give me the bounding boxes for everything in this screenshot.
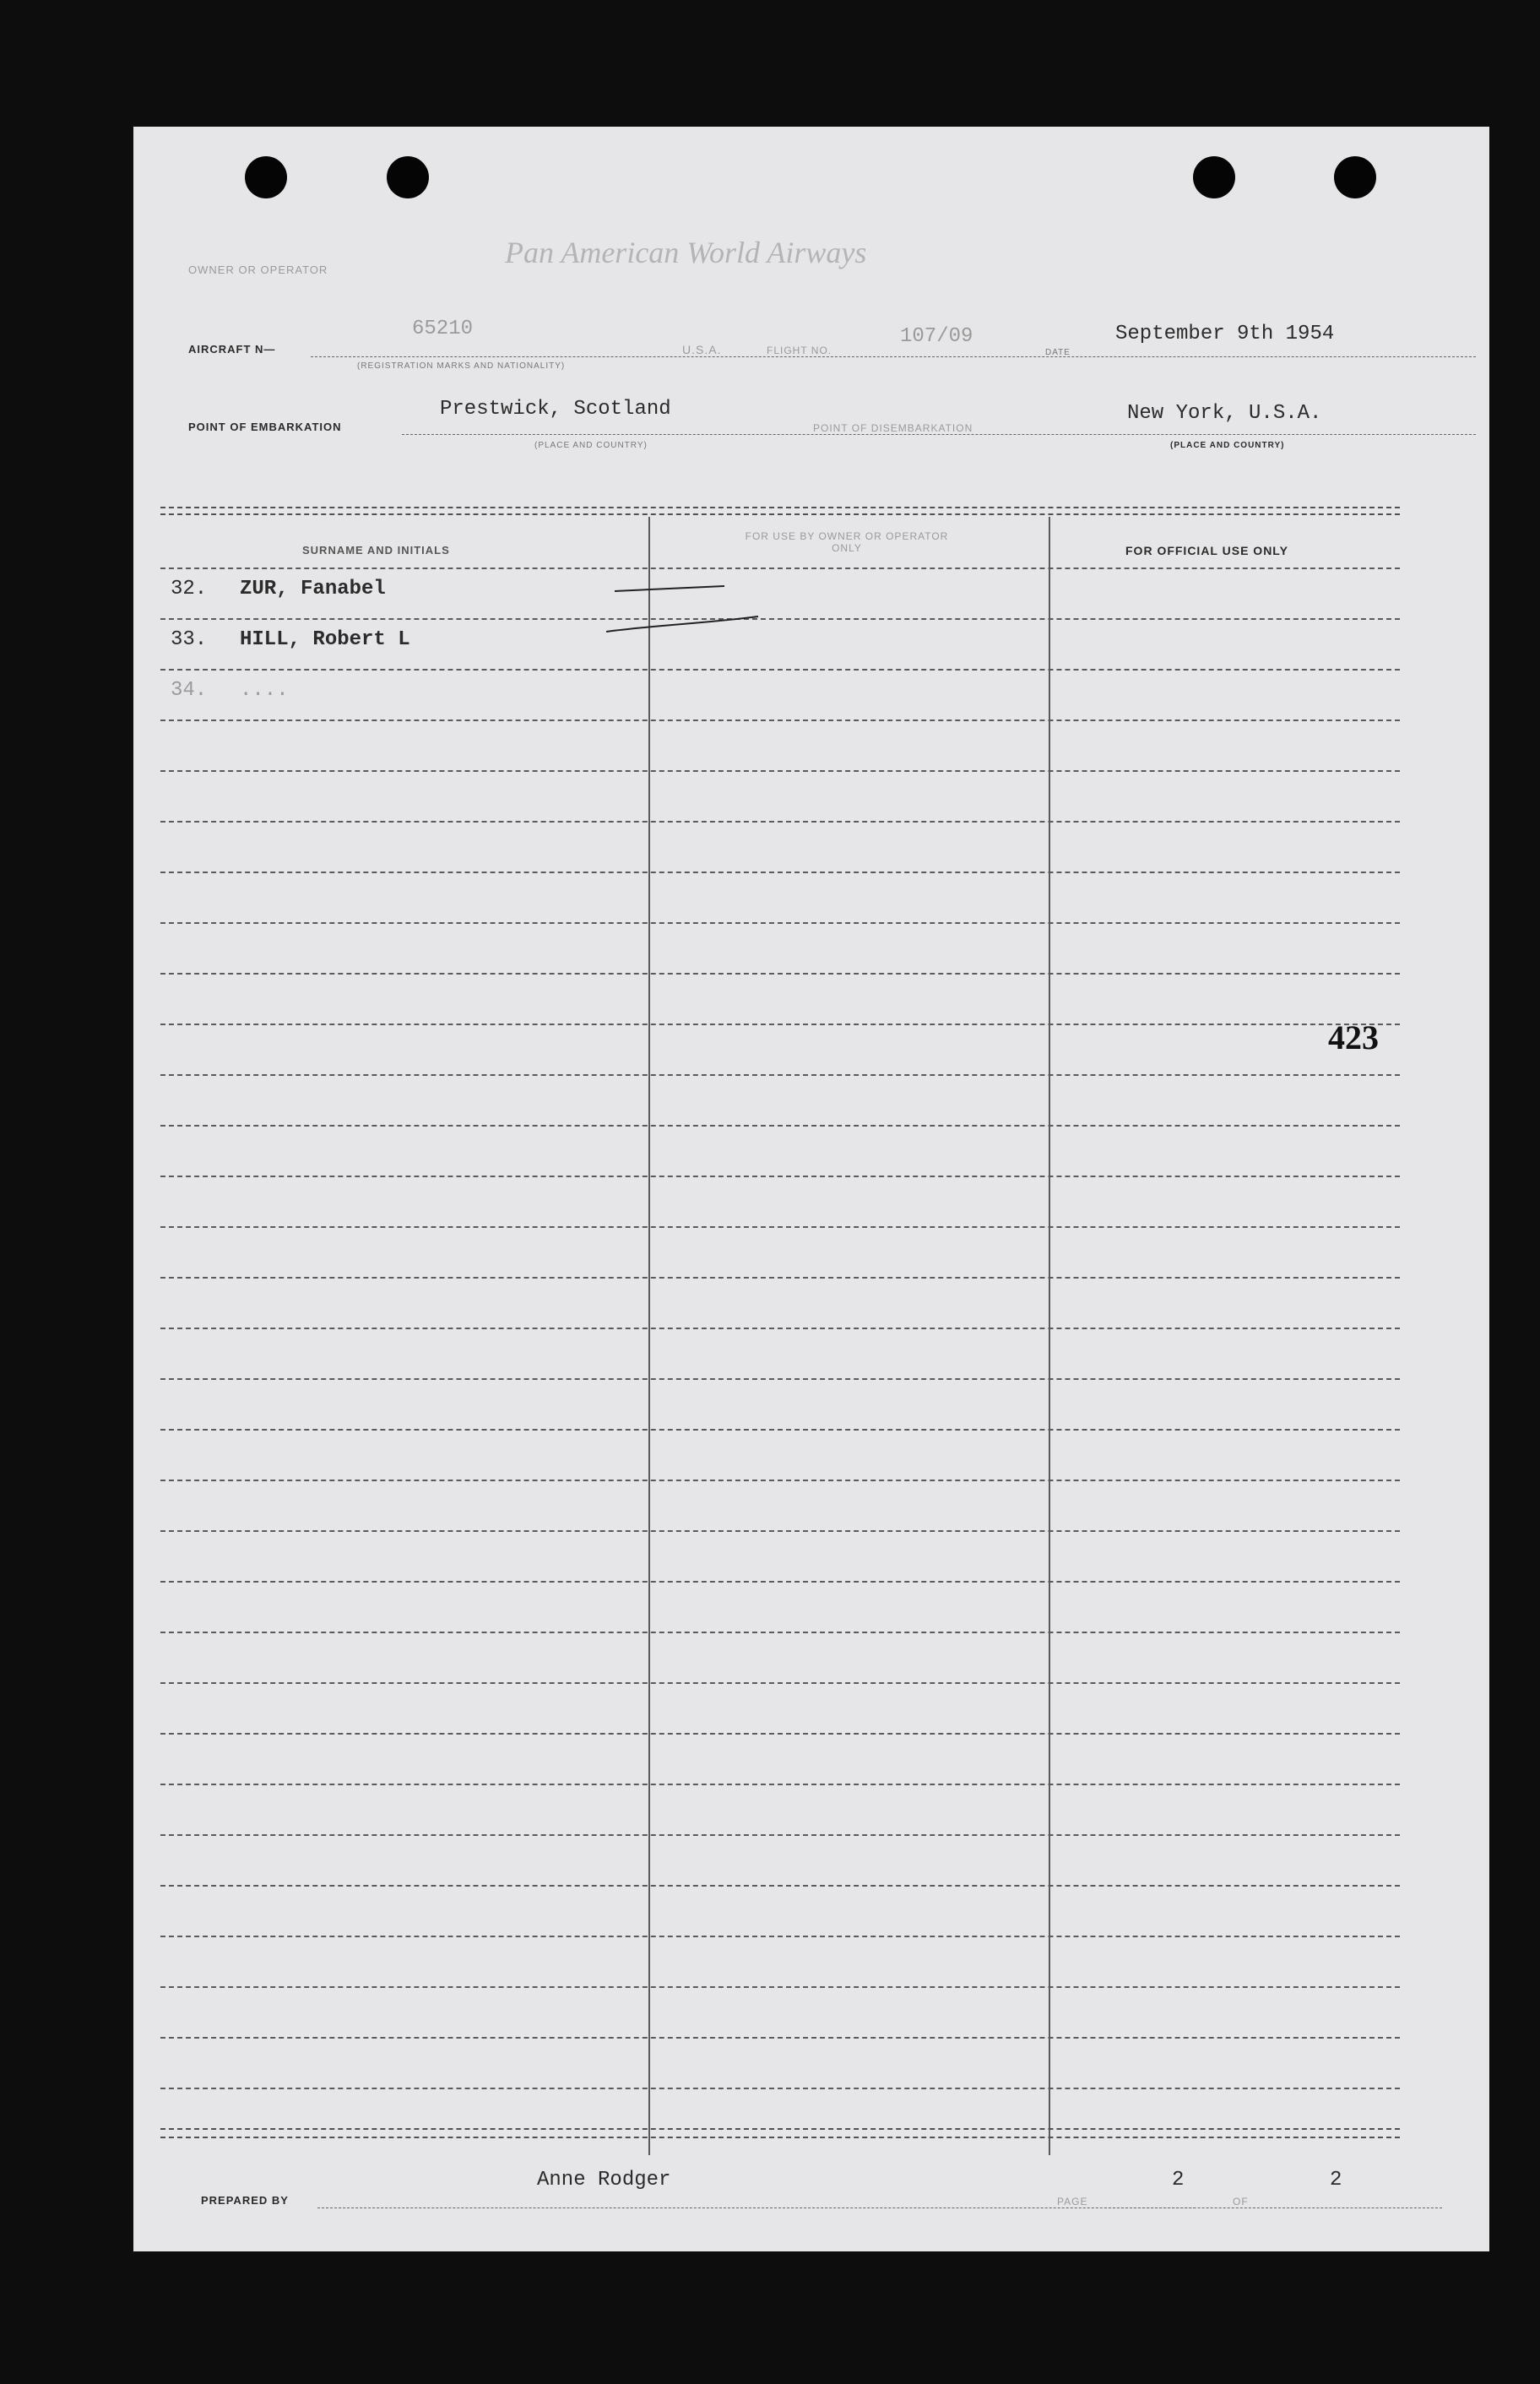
table-rule	[160, 922, 1400, 924]
table-rule	[160, 1378, 1400, 1380]
prepared-value: Anne Rodger	[537, 2169, 671, 2191]
flight-value: 107/09	[900, 325, 973, 348]
table-rule	[160, 1277, 1400, 1279]
place-caption-right: (PLACE AND COUNTRY)	[1170, 441, 1285, 450]
table-rule	[160, 821, 1400, 823]
stamp-number: 423	[1328, 1018, 1379, 1056]
aircraft-line	[311, 356, 1476, 357]
table-bottom-border	[160, 2128, 1400, 2130]
table-rule	[160, 1986, 1400, 1988]
table-rule	[160, 1480, 1400, 1481]
punch-hole	[1193, 156, 1235, 198]
table-rule	[160, 1936, 1400, 1937]
disembark-value: New York, U.S.A.	[1127, 402, 1322, 425]
entry-number: 32.	[171, 578, 208, 600]
of-label: OF	[1233, 2196, 1249, 2208]
entry-name: ....	[240, 679, 289, 702]
table-rule	[160, 1733, 1400, 1735]
punch-hole	[387, 156, 429, 198]
column-divider	[1049, 517, 1050, 2155]
table-rule	[160, 669, 1400, 671]
embark-line	[402, 434, 1476, 435]
table-rule	[160, 1125, 1400, 1127]
manifest-sheet	[133, 127, 1489, 2251]
table-rule	[160, 1530, 1400, 1532]
column-divider	[648, 517, 650, 2155]
entry-name: ZUR, Fanabel	[240, 578, 386, 600]
page-label: PAGE	[1057, 2196, 1088, 2208]
table-bottom-border	[160, 2137, 1400, 2138]
table-rule	[160, 1581, 1400, 1583]
date-value: September 9th 1954	[1115, 323, 1335, 345]
prepared-label: PREPARED BY	[201, 2194, 289, 2207]
flight-label: FLIGHT NO.	[767, 345, 832, 356]
table-rule	[160, 973, 1400, 975]
date-label: DATE	[1045, 348, 1071, 357]
column-header-official: FOR OFFICIAL USE ONLY	[1125, 544, 1288, 557]
table-rule	[160, 872, 1400, 873]
table-rule	[160, 1074, 1400, 1076]
embark-value: Prestwick, Scotland	[440, 398, 671, 421]
entry-number: 34.	[171, 679, 208, 702]
table-rule	[160, 1024, 1400, 1025]
table-rule	[160, 1328, 1400, 1329]
pen-strokes	[606, 574, 893, 659]
table-top-border	[160, 507, 1400, 508]
punch-hole	[1334, 156, 1376, 198]
table-top-border	[160, 513, 1400, 515]
page-value: 2	[1172, 2169, 1185, 2191]
table-rule	[160, 1885, 1400, 1887]
place-caption-left: (PLACE AND COUNTRY)	[534, 441, 648, 450]
punch-hole	[245, 156, 287, 198]
flight-prefix: U.S.A.	[682, 343, 722, 356]
table-rule	[160, 1226, 1400, 1228]
table-rule	[160, 1176, 1400, 1177]
table-rule	[160, 567, 1400, 569]
column-header-owner-use: FOR USE BY OWNER OR OPERATOR ONLY	[745, 530, 949, 554]
embark-label: POINT OF EMBARKATION	[188, 421, 342, 433]
entry-name: HILL, Robert L	[240, 628, 410, 651]
entry-number: 33.	[171, 628, 208, 651]
of-value: 2	[1330, 2169, 1342, 2191]
table-rule	[160, 770, 1400, 772]
column-header-surname: SURNAME AND INITIALS	[302, 544, 450, 557]
table-rule	[160, 1632, 1400, 1633]
aircraft-value: 65210	[412, 318, 474, 340]
table-rule	[160, 1784, 1400, 1785]
registration-caption: (REGISTRATION MARKS AND NATIONALITY)	[357, 361, 566, 371]
table-rule	[160, 720, 1400, 721]
disembark-label: POINT OF DISEMBARKATION	[813, 422, 973, 434]
table-rule	[160, 1429, 1400, 1431]
owner-value: Pan American World Airways	[505, 236, 867, 269]
aircraft-label: AIRCRAFT N—	[188, 343, 276, 356]
table-rule	[160, 2037, 1400, 2039]
table-rule	[160, 2088, 1400, 2089]
table-rule	[160, 1682, 1400, 1684]
owner-label: OWNER OR OPERATOR	[188, 263, 328, 276]
table-rule	[160, 1834, 1400, 1836]
